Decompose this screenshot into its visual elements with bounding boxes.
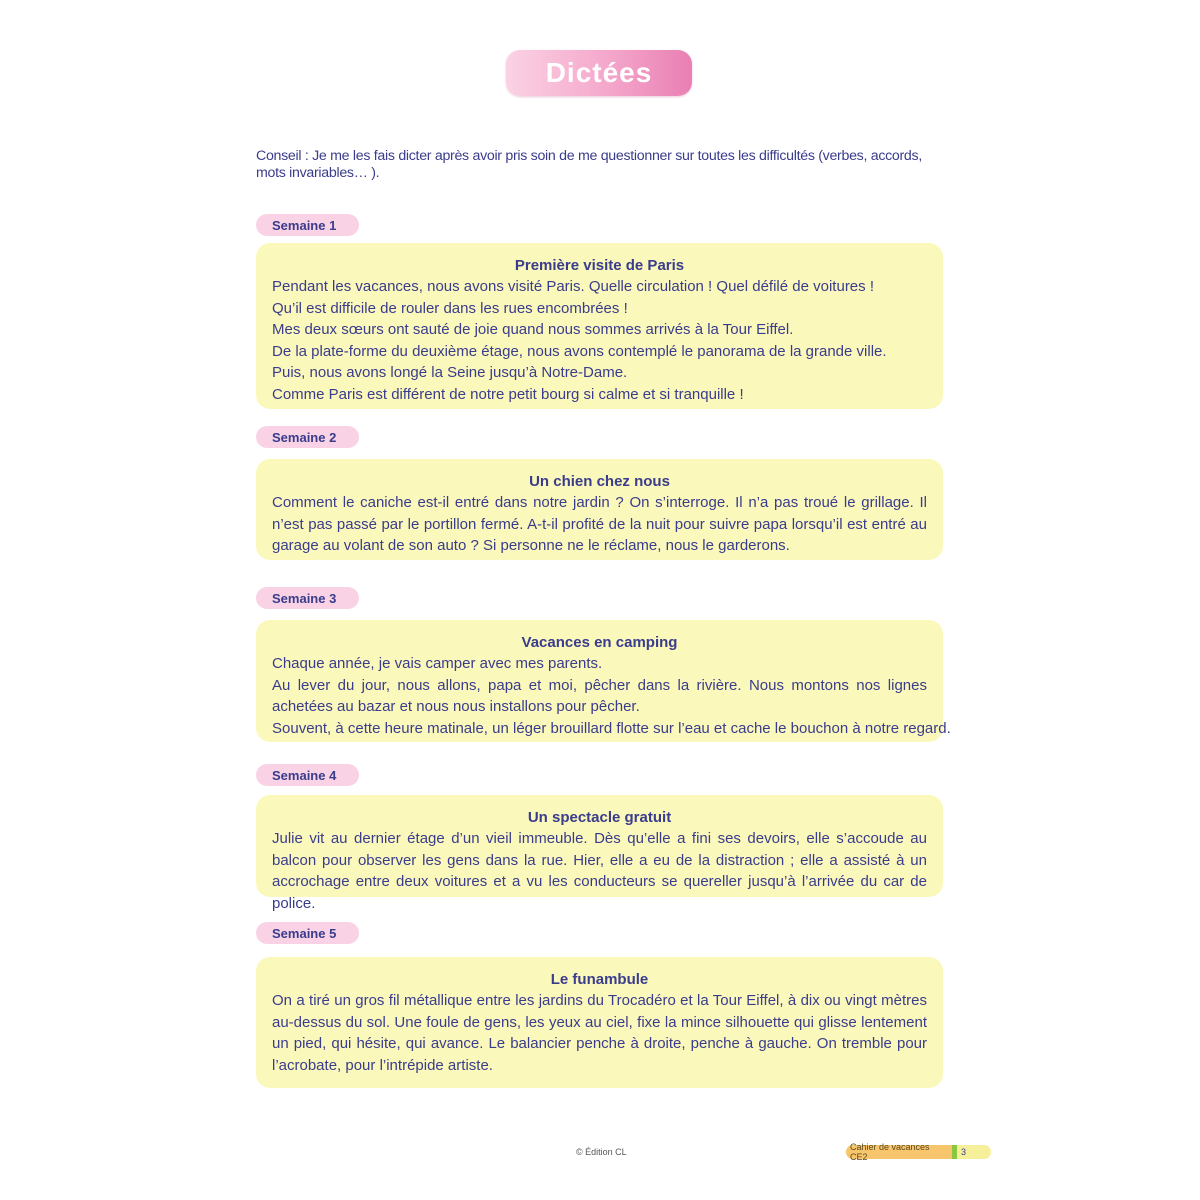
page-title: Dictées [545,57,653,88]
dictation-box [256,620,951,742]
week-label: Semaine 3 [256,587,359,609]
dictation-title: Un spectacle gratuit [527,809,672,826]
advice-text: Conseil : Je me les fais dicter après avoir pris soin de me questionner sur toutes les difficultés (verbes, accords, mots invariables… ). [256,148,922,181]
dictation-text: Au lever du jour, nous allons, papa et moi, pêcher dans la rivière. Nous montons nos lignes achetées au bazar et nous nous installons pour pêcher. [272,676,927,716]
book-title: Cahier de vacances CE2 [846,1145,952,1159]
dictation-line: Mes deux sœurs ont sauté de joie quand nous sommes arrivés à la Tour Eiffel. [272,321,794,339]
dictation-text: On a tiré un gros fil métallique entre les jardins du Trocadéro et la Tour Eiffel, à dix ou vingt mètres au-dessus du sol. Une foule de gens, les yeux au ciel, fixe la mince silhouette qui glisse lentement un pied, qui hésite, qui avance. Le balancier penche à droite, penche à gauche. On tremble pour l’acrobate, pour l’intrépide artiste. [272,992,927,1074]
dictation-line: Puis, nous avons longé la Seine jusqu’à Notre-Dame. [272,364,628,382]
week-label: Semaine 2 [256,426,359,448]
dictation-line: Qu’il est difficile de rouler dans les rues encombrées ! [272,299,628,317]
dictation-text: Comment le caniche est-il entré dans notre jardin ? On s’interroge. Il n’a pas troué le grillage. Il n’est pas passé par le portillon fermé. A-t-il profité de la nuit pour suivre papa lorsqu’il est entré au garage au volant de son auto ? Si personne ne le réclame, nous le garderons. [272,494,927,555]
dictation-line: Chaque année, je vais camper avec mes parents. [272,655,603,672]
dictation-line: De la plate-forme du deuxième étage, nous avons contemplé le panorama de la grande ville. [272,342,887,360]
dictation-title: Vacances en camping [521,634,678,651]
dictation-title: Première visite de Paris [514,257,685,274]
title-pill [506,50,692,96]
dictation-line: Comme Paris est différent de notre petit bourg si calme et si tranquille ! [272,385,744,403]
dictation-box [256,243,943,409]
week-label: Semaine 5 [256,922,359,944]
dictation-box [256,795,943,912]
dictation-line: Souvent, à cette heure matinale, un léger brouillard flotte sur l’eau et cache le bouchon à notre regard. [272,719,951,737]
dictation-line: Pendant les vacances, nous avons visité Paris. Quelle circulation ! Quel défilé de voitures ! [272,278,874,295]
dictation-title: Un chien chez nous [529,473,670,490]
dictation-text: Julie vit au dernier étage d’un vieil immeuble. Dès qu’elle a fini ses devoirs, elle s’accoude au balcon pour observer les gens dans la rue. Hier, elle a eu de la distraction ; elle a assisté à un accrochage entre deux voitures et a vu les conducteurs se quereller jusqu’à l’arrivée du car de police. [272,830,927,912]
page-title-banner [506,50,692,96]
page-number: 3 [957,1145,991,1159]
dictation-box [256,459,943,560]
page-tag [846,1142,991,1162]
week-label: Semaine 4 [256,764,359,786]
dictation-title: Le funambule [550,971,649,988]
week-label: Semaine 1 [256,214,359,236]
dictation-box [256,957,943,1088]
copyright-text: © Édition CL [576,1147,627,1157]
